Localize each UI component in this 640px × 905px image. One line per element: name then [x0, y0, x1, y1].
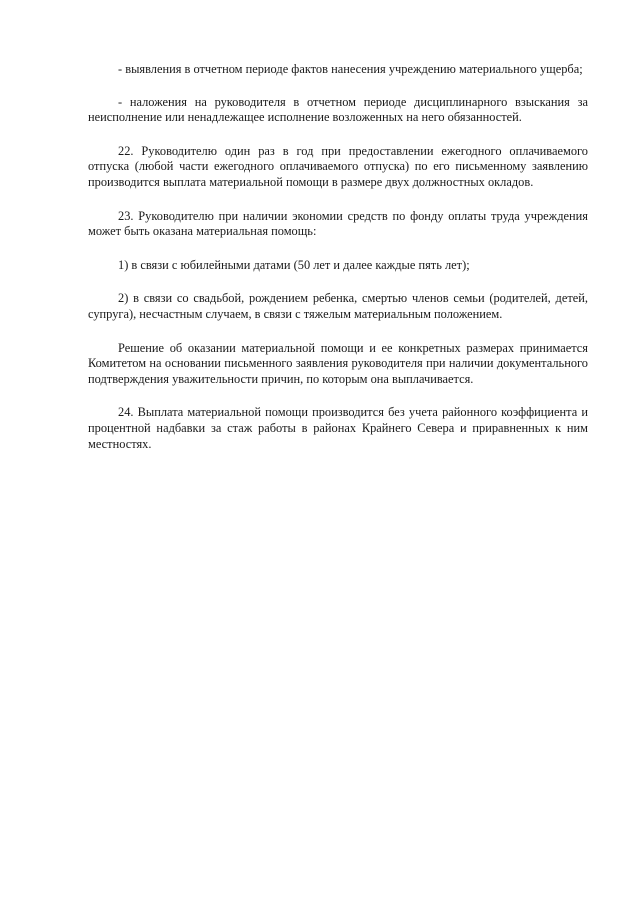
paragraph-23-financial-aid: 23. Руководителю при наличии экономии средств по фонду оплаты труда учреждения может быть оказана материальная помощь:	[88, 208, 588, 239]
paragraph-family-events: 2) в связи со свадьбой, рождением ребенка, смертью членов семьи (родителей, детей, супруга), несчастным случаем, в связи с тяжелым материальным положением.	[88, 291, 588, 321]
document-body	[88, 62, 588, 470]
paragraph-jubilee-dates: 1) в связи с юбилейными датами (50 лет и далее каждые пять лет);	[118, 257, 470, 272]
paragraph-24-payment-terms: 24. Выплата материальной помощи производится без учета районного коэффициента и процентной надбавки за стаж работы в районах Крайнего Севера и приравненных к ним местностях.	[88, 405, 588, 451]
paragraph-disciplinary-penalty: - наложения на руководителя в отчетном периоде дисциплинарного взыскания за неисполнение или ненадлежащее исполнение возложенных на него обязанностей.	[88, 94, 588, 125]
paragraph-damage-facts: - выявления в отчетном периоде фактов нанесения учреждению материального ущерба;	[118, 62, 583, 76]
paragraph-committee-decision: Решение об оказании материальной помощи и ее конкретных размерах принимается Комитетом на основании письменного заявления руководителя при наличии документального подтверждения уважительности причин, по которым она выплачивается.	[88, 340, 588, 386]
paragraph-22-vacation-aid: 22. Руководителю один раз в год при предоставлении ежегодного оплачиваемого отпуска (любой части ежегодного оплачиваемого отпуска) по его письменному заявлению производится выплата материальной помощи в размере двух должностных окладов.	[88, 143, 588, 189]
